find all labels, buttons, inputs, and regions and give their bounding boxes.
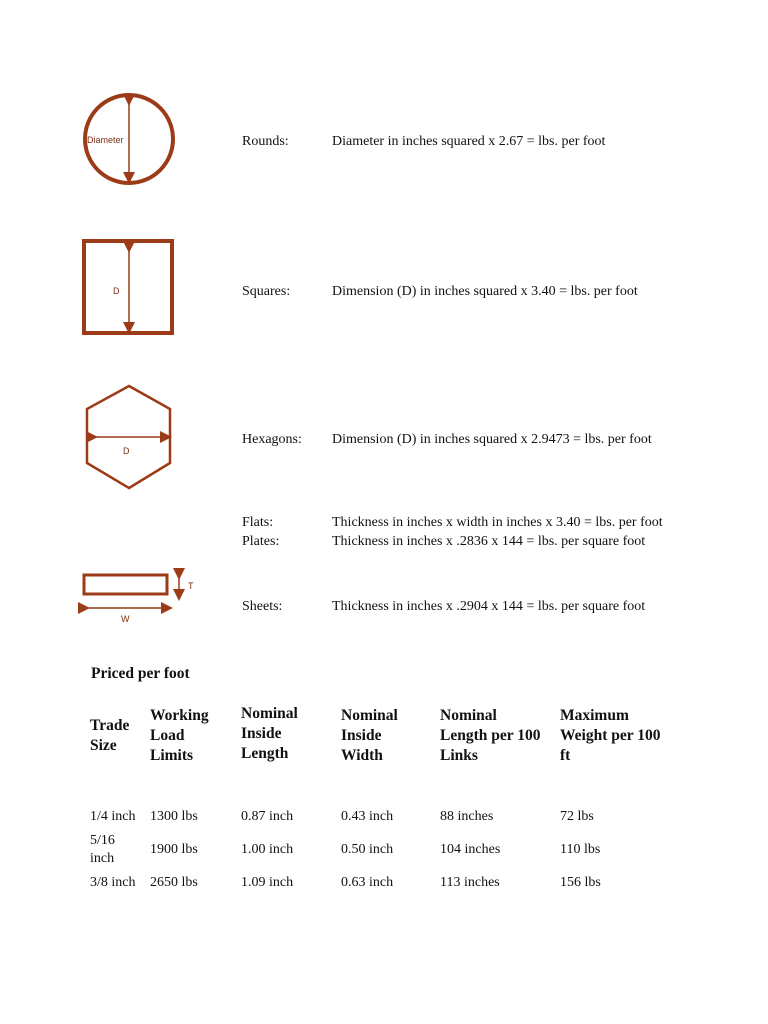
flats-label: Flats: (242, 515, 274, 530)
thickness-label: T (188, 581, 194, 591)
hexagon-bar-svg (84, 384, 174, 492)
table-cell: 156 lbs (560, 875, 601, 890)
table-cell: 72 lbs (560, 809, 594, 824)
round-bar-svg (82, 90, 178, 190)
header-working-load-limits: Working Load Limits (150, 707, 209, 764)
table-cell: 1.09 inch (241, 875, 294, 890)
hexagon-bar-diagram (84, 384, 174, 492)
header-nominal-inside-length: Nominal Inside Length (241, 705, 298, 762)
plates-label: Plates: (242, 534, 280, 549)
rounds-label: Rounds: (242, 134, 289, 149)
table-cell: 0.43 inch (341, 809, 394, 824)
flats-formula: Thickness in inches x width in inches x 3.40 = lbs. per foot (332, 515, 663, 530)
sheet-svg (82, 572, 202, 626)
header-nominal-inside-width: Nominal Inside Width (341, 707, 398, 764)
rounds-formula: Diameter in inches squared x 2.67 = lbs. per foot (332, 134, 606, 149)
table-cell: 110 lbs (560, 842, 601, 857)
section-title: Priced per foot (91, 665, 190, 682)
round-bar-diagram (82, 90, 178, 190)
sheets-formula: Thickness in inches x .2904 x 144 = lbs. per square foot (332, 599, 646, 614)
header-maximum-weight-per-100-ft: Maximum Weight per 100 ft (560, 707, 661, 764)
plates-formula: Thickness in inches x .2836 x 144 = lbs. per square foot (332, 534, 646, 549)
table-cell: 0.50 inch (341, 842, 394, 857)
table-cell: 1300 lbs (150, 809, 198, 824)
table-cell: 3/8 inch (90, 875, 136, 890)
diameter-label: Diameter (87, 135, 124, 145)
table-cell: 0.63 inch (341, 875, 394, 890)
squares-formula: Dimension (D) in inches squared x 3.40 = lbs. per foot (332, 284, 638, 299)
table-cell: 1/4 inch (90, 809, 136, 824)
table-cell: 113 inches (440, 875, 500, 890)
square-dimension-label: D (113, 286, 120, 296)
sheets-label: Sheets: (242, 599, 283, 614)
table-cell: 104 inches (440, 842, 501, 857)
hexagon-dimension-label: D (123, 446, 130, 456)
square-bar-diagram (82, 239, 176, 339)
table-cell: 1900 lbs (150, 842, 198, 857)
squares-label: Squares: (242, 284, 291, 299)
width-label: W (121, 614, 130, 624)
square-outline (84, 241, 172, 333)
table-cell: 0.87 inch (241, 809, 294, 824)
table-cell: 5/16 inch (90, 833, 115, 866)
hexagons-formula: Dimension (D) in inches squared x 2.9473 = lbs. per foot (332, 432, 652, 447)
sheet-diagram (82, 572, 202, 626)
table-cell: 2650 lbs (150, 875, 198, 890)
table-cell: 1.00 inch (241, 842, 294, 857)
sheet-outline (84, 575, 167, 594)
table-cell: 88 inches (440, 809, 494, 824)
header-nominal-length-per-100-links: Nominal Length per 100 Links (440, 707, 541, 764)
hexagons-label: Hexagons: (242, 432, 302, 447)
square-bar-svg (82, 239, 176, 339)
header-trade-size: Trade Size (90, 717, 130, 754)
